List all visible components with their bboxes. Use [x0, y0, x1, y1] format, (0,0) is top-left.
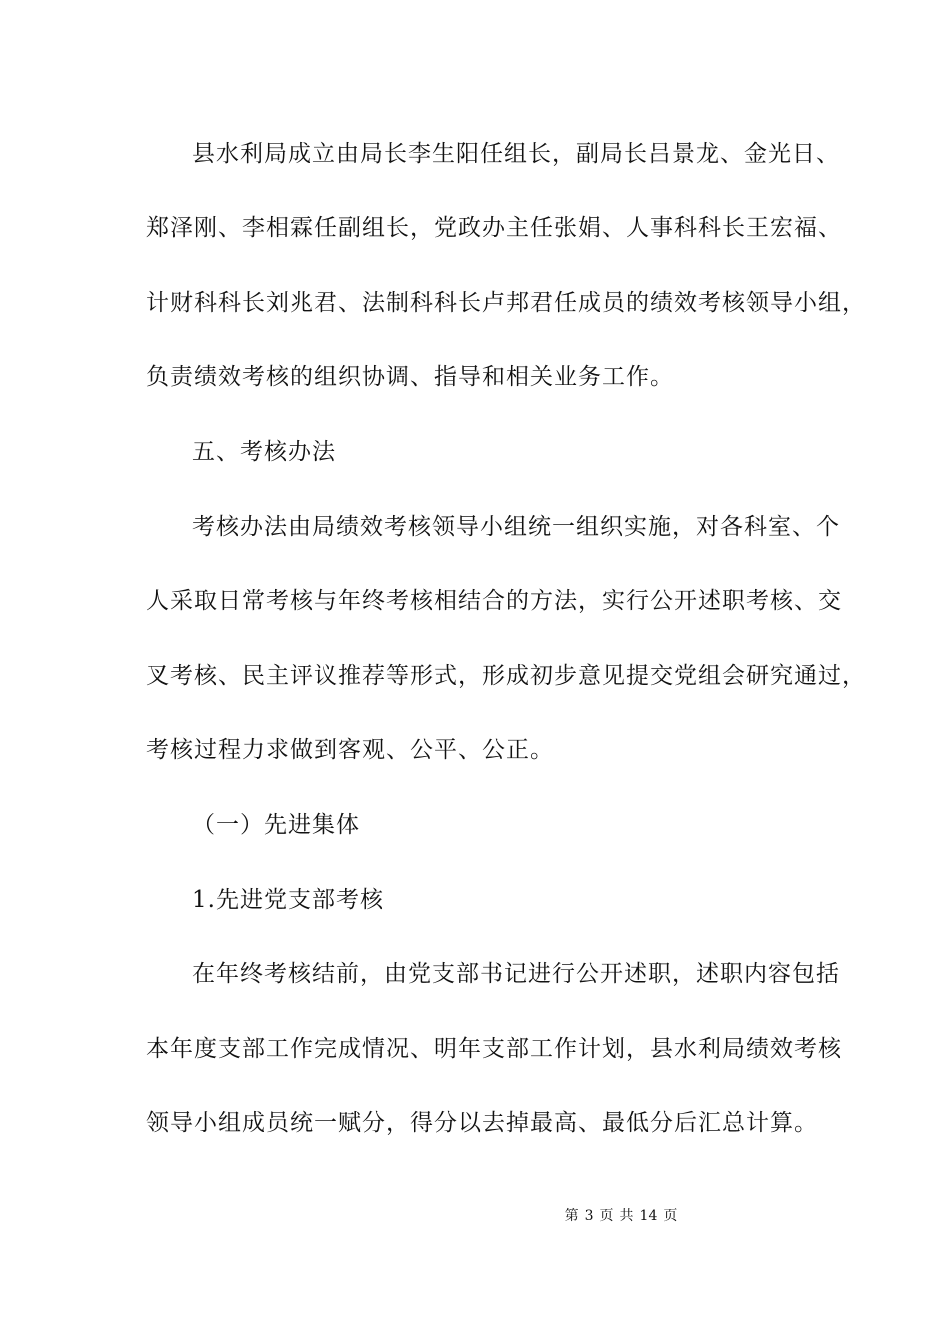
- current-page-number: 3: [584, 1208, 594, 1224]
- paragraph-line: 县水利局成立由局长李生阳任组长，副局长吕景龙、金光日、: [192, 141, 840, 167]
- footer-total-unit: 页: [663, 1208, 678, 1224]
- total-page-number: 14: [639, 1208, 658, 1224]
- paragraph-line: 本年度支部工作完成情况、明年支部工作计划，县水利局绩效考核: [146, 1036, 842, 1062]
- section-heading: 五、考核办法: [192, 439, 336, 465]
- paragraph-line: 计财科科长刘兆君、法制科科长卢邦君任成员的绩效考核领导小组，: [146, 290, 866, 316]
- paragraph-line: 在年终考核结前，由党支部书记进行公开述职，述职内容包括: [192, 961, 840, 987]
- footer-prefix: 第: [564, 1208, 579, 1224]
- item-heading: 1.先进党支部考核: [192, 887, 384, 913]
- paragraph-line: 郑泽刚、李相霖任副组长，党政办主任张娟、人事科科长王宏福、: [146, 215, 842, 241]
- footer-total-prefix: 共: [619, 1208, 634, 1224]
- footer-page-unit: 页: [599, 1208, 614, 1224]
- paragraph-line: 考核过程力求做到客观、公平、公正。: [146, 737, 554, 763]
- paragraph-line: 领导小组成员统一赋分，得分以去掉最高、最低分后汇总计算。: [146, 1110, 818, 1136]
- paragraph-line: 叉考核、民主评议推荐等形式，形成初步意见提交党组会研究通过，: [146, 663, 866, 689]
- paragraph-line: 人采取日常考核与年终考核相结合的方法，实行公开述职考核、交: [146, 588, 842, 614]
- page-footer: [0, 1206, 950, 1226]
- subsection-heading: （一）先进集体: [192, 812, 360, 838]
- paragraph-line: 考核办法由局绩效考核领导小组统一组织实施，对各科室、个: [192, 514, 840, 540]
- paragraph-line: 负责绩效考核的组织协调、指导和相关业务工作。: [146, 364, 674, 390]
- page-number-text: [146, 1206, 950, 1226]
